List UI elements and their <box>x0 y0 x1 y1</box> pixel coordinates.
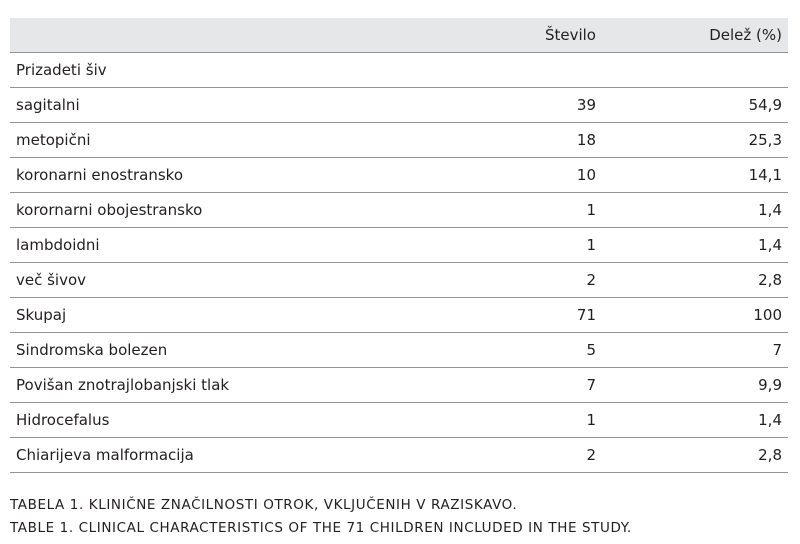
table-row <box>10 368 788 403</box>
row-share: 14,1 <box>602 158 788 193</box>
table-row <box>10 123 788 158</box>
row-count: 5 <box>350 333 602 368</box>
table-body <box>10 53 788 473</box>
row-share: 2,8 <box>602 438 788 473</box>
row-label: Skupaj <box>10 298 350 333</box>
row-count: 1 <box>350 193 602 228</box>
section-count-empty <box>350 53 602 88</box>
row-count: 10 <box>350 158 602 193</box>
row-count: 2 <box>350 263 602 298</box>
table-row <box>10 263 788 298</box>
table-header <box>10 18 788 53</box>
row-share: 1,4 <box>602 228 788 263</box>
row-count: 1 <box>350 403 602 438</box>
row-label: Hidrocefalus <box>10 403 350 438</box>
section-row <box>10 53 788 88</box>
row-share: 25,3 <box>602 123 788 158</box>
row-label: koronarni enostransko <box>10 158 350 193</box>
row-count: 71 <box>350 298 602 333</box>
header-count-column: Število <box>350 18 602 53</box>
row-label: korornarni obojestransko <box>10 193 350 228</box>
clinical-characteristics-table <box>10 18 788 473</box>
row-count: 1 <box>350 228 602 263</box>
row-count: 7 <box>350 368 602 403</box>
row-share: 9,9 <box>602 368 788 403</box>
row-share: 1,4 <box>602 403 788 438</box>
header-share-column: Delež (%) <box>602 18 788 53</box>
table-row <box>10 298 788 333</box>
table-row <box>10 158 788 193</box>
section-share-empty <box>602 53 788 88</box>
caption-slovenian: TABELA 1. KLINIČNE ZNAČILNOSTI OTROK, VKLJUČENIH V RAZISKAVO. <box>10 497 518 513</box>
table-caption <box>10 494 790 540</box>
row-count: 39 <box>350 88 602 123</box>
row-share: 2,8 <box>602 263 788 298</box>
row-label: Povišan znotrajlobanjski tlak <box>10 368 350 403</box>
table-row <box>10 438 788 473</box>
header-label-column <box>10 18 350 53</box>
row-share: 54,9 <box>602 88 788 123</box>
row-count: 2 <box>350 438 602 473</box>
row-label: metopični <box>10 123 350 158</box>
caption-english: TABLE 1. CLINICAL CHARACTERISTICS OF THE 71 CHILDREN INCLUDED IN THE STUDY. <box>10 520 632 536</box>
clinical-characteristics-table-container <box>10 18 788 473</box>
row-label: sagitalni <box>10 88 350 123</box>
row-label: več šivov <box>10 263 350 298</box>
row-count: 18 <box>350 123 602 158</box>
table-row <box>10 228 788 263</box>
table-row <box>10 403 788 438</box>
row-label: Sindromska bolezen <box>10 333 350 368</box>
table-row <box>10 88 788 123</box>
row-share: 100 <box>602 298 788 333</box>
header-row <box>10 18 788 53</box>
section-label: Prizadeti šiv <box>10 53 350 88</box>
table-row <box>10 333 788 368</box>
row-share: 7 <box>602 333 788 368</box>
row-share: 1,4 <box>602 193 788 228</box>
table-row <box>10 193 788 228</box>
row-label: lambdoidni <box>10 228 350 263</box>
row-label: Chiarijeva malformacija <box>10 438 350 473</box>
